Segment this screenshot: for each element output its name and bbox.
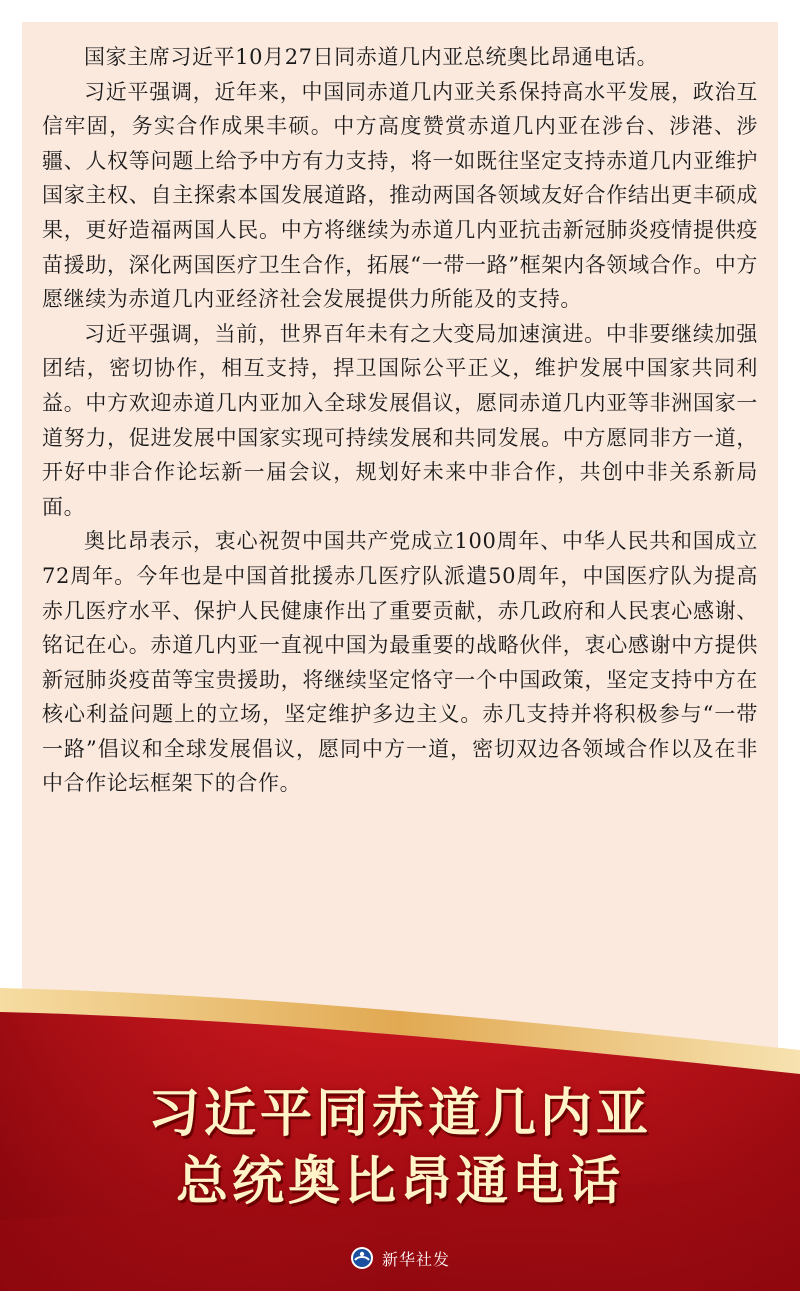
agency-credit bbox=[0, 1246, 800, 1270]
headline-line-2: 总统奥比昂通电话 bbox=[175, 1151, 624, 1212]
paragraph-intro: 国家主席习近平10月27日同赤道几内亚总统奥比昂通电话。 bbox=[84, 45, 659, 69]
headline-line-1: 习近平同赤道几内亚 bbox=[147, 1083, 652, 1144]
paragraph-xi-china-africa: 习近平强调，当前，世界百年未有之大变局加速演进。中非要继续加强团结，密切协作，相互支持，捍卫国际公平正义，维护发展中国家共同利益。中方欢迎赤道几内亚加入全球发展倡议，愿同赤道几内亚等非洲国家一道努力，促进发展中国家实现可持续发展和共同发展。中方愿同非方一道，开好中非合作论坛新一届会议，规划好未来中非合作，共创中非关系新局面。 bbox=[42, 321, 758, 519]
paragraph-xi-bilateral: 习近平强调，近年来，中国同赤道几内亚关系保持高水平发展，政治互信牢固，务实合作成果丰硕。中方高度赞赏赤道几内亚在涉台、涉港、涉疆、人权等问题上给予中方有力支持，将一如既往坚定支持赤道几内亚维护国家主权、自主探索本国发展道路，推动两国各领域友好合作结出更丰硕成果，更好造福两国人民。中方将继续为赤道几内亚抗击新冠肺炎疫情提供疫苗援助，深化两国医疗卫生合作，拓展“一带一路”框架内各领域合作。中方愿继续为赤道几内亚经济社会发展提供力所能及的支持。 bbox=[42, 79, 758, 312]
paragraph-obiang: 奥比昂表示，衷心祝贺中国共产党成立100周年、中华人民共和国成立72周年。今年也是中国首批援赤几医疗队派遣50周年，中国医疗队为提高赤几医疗水平、保护人民健康作出了重要贡献，赤几政府和人民衷心感谢、铭记在心。赤道几内亚一直视中国为最重要的战略伙伴，衷心感谢中方提供新冠肺炎疫苗等宝贵援助，将继续坚定恪守一个中国政策，坚定支持中方在核心利益问题上的立场，坚定维护多边主义。赤几支持并将积极参与“一带一路”倡议和全球发展倡议，愿同中方一道，密切双边各领域合作以及在非中合作论坛框架下的合作。 bbox=[42, 529, 758, 796]
article-body bbox=[42, 40, 758, 801]
headline bbox=[0, 1080, 800, 1216]
xinhua-logo-icon bbox=[350, 1246, 374, 1270]
agency-name: 新华社发 bbox=[381, 1249, 450, 1269]
